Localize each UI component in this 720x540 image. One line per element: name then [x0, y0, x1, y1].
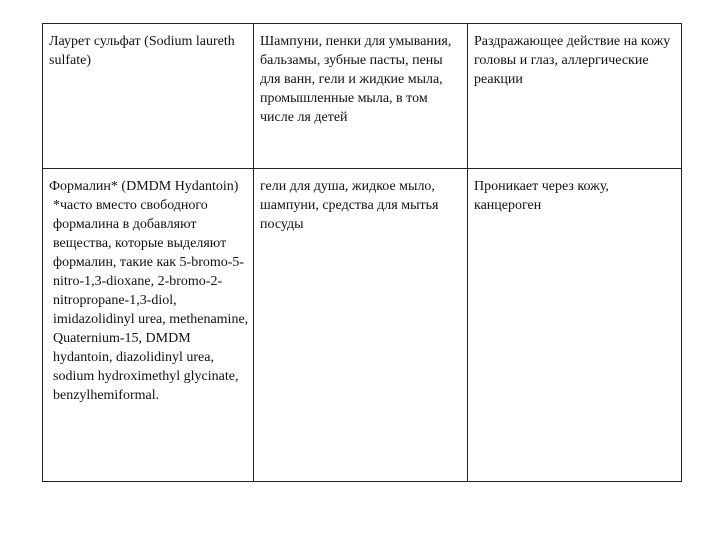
effect-cell	[468, 169, 682, 482]
ingredient-name: Лаурет сульфат (Sodium laureth sulfate)	[49, 34, 235, 68]
ingredients-table	[42, 23, 682, 482]
ingredient-cell	[43, 169, 254, 482]
effect-text: Проникает через кожу, канцероген	[474, 179, 609, 213]
table-row	[43, 169, 682, 482]
ingredient-note: *часто вместо свободного формалина в добавляют вещества, которые выделяют формалин, такие как 5-bromo-5-nitro-1,3-dioxane, 2-bromo-2-nitropropane-1,3-diol, imidazolidinyl urea, methenamine, Quaternium-15, DMDM hydantoin, diazolidinyl urea, sodium hydroximethyl glycinate, benzylhemiformal.	[53, 198, 249, 403]
products-cell	[254, 24, 468, 169]
effect-text: Раздражающее действие на кожу головы и глаз, аллергические реакции	[474, 34, 671, 87]
ingredient-cell	[43, 24, 254, 169]
products-cell	[254, 169, 468, 482]
effect-cell	[468, 24, 682, 169]
table-row	[43, 24, 682, 169]
products-text: гели для душа, жидкое мыло, шампуни, средства для мытья посуды	[260, 179, 439, 232]
products-text: Шампуни, пенки для умывания, бальзамы, зубные пасты, пены для ванн, гели и жидкие мыла, промышленные мыла, в том числе ля детей	[260, 34, 452, 125]
ingredient-name: Формалин* (DMDM Hydantoin)	[49, 179, 239, 194]
